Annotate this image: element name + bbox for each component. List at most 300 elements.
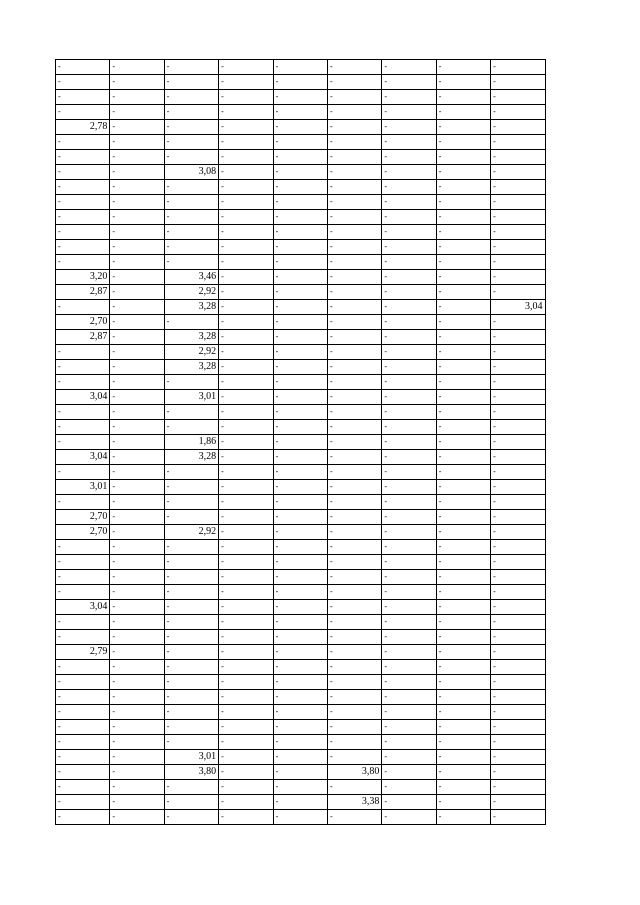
table-row bbox=[56, 345, 546, 360]
table-cell: - bbox=[56, 180, 110, 195]
table-cell: - bbox=[110, 165, 164, 180]
table-cell: - bbox=[219, 735, 273, 750]
table-cell: - bbox=[164, 615, 218, 630]
table-cell: - bbox=[219, 150, 273, 165]
table-cell: - bbox=[491, 375, 545, 390]
table-cell: 2,87 bbox=[56, 285, 110, 300]
table-cell: - bbox=[273, 240, 327, 255]
table-cell: - bbox=[382, 225, 436, 240]
table-cell: - bbox=[110, 330, 164, 345]
table-cell: 3,20 bbox=[56, 270, 110, 285]
table-cell: - bbox=[491, 615, 545, 630]
table-cell: - bbox=[219, 585, 273, 600]
table-row bbox=[56, 450, 546, 465]
table-cell: - bbox=[56, 255, 110, 270]
table-cell: - bbox=[56, 810, 110, 825]
table-cell: - bbox=[273, 510, 327, 525]
table-cell: - bbox=[382, 195, 436, 210]
table-cell: - bbox=[273, 90, 327, 105]
table-cell: - bbox=[273, 150, 327, 165]
table-cell: - bbox=[56, 90, 110, 105]
table-cell: - bbox=[382, 135, 436, 150]
table-cell: - bbox=[382, 495, 436, 510]
table-row bbox=[56, 120, 546, 135]
table-cell: - bbox=[219, 675, 273, 690]
table-row bbox=[56, 90, 546, 105]
table-cell: - bbox=[491, 690, 545, 705]
table-cell: - bbox=[327, 675, 381, 690]
table-cell: - bbox=[110, 495, 164, 510]
table-cell: - bbox=[56, 720, 110, 735]
table-cell: - bbox=[382, 615, 436, 630]
table-cell: - bbox=[164, 600, 218, 615]
table-cell: - bbox=[491, 315, 545, 330]
table-cell: - bbox=[273, 180, 327, 195]
table-cell: - bbox=[382, 150, 436, 165]
table-cell: - bbox=[382, 705, 436, 720]
table-cell: - bbox=[56, 555, 110, 570]
table-row bbox=[56, 645, 546, 660]
table-cell: - bbox=[273, 810, 327, 825]
table-cell: - bbox=[219, 300, 273, 315]
table-cell: - bbox=[436, 585, 490, 600]
table-cell: - bbox=[436, 435, 490, 450]
table-cell: - bbox=[491, 525, 545, 540]
table-cell: - bbox=[491, 405, 545, 420]
table-cell: - bbox=[110, 465, 164, 480]
table-cell: - bbox=[110, 720, 164, 735]
table-cell: - bbox=[273, 270, 327, 285]
table-cell: - bbox=[219, 630, 273, 645]
table-cell: - bbox=[273, 135, 327, 150]
table-cell: - bbox=[219, 420, 273, 435]
table-cell: - bbox=[382, 765, 436, 780]
table-cell: - bbox=[110, 405, 164, 420]
table-cell: - bbox=[110, 675, 164, 690]
table-cell: - bbox=[327, 735, 381, 750]
table-cell: - bbox=[56, 750, 110, 765]
table-row bbox=[56, 195, 546, 210]
table-cell: 2,78 bbox=[56, 120, 110, 135]
table-cell: - bbox=[436, 495, 490, 510]
table-cell: 3,28 bbox=[164, 360, 218, 375]
table-cell: - bbox=[382, 420, 436, 435]
table-cell: - bbox=[273, 585, 327, 600]
table-cell: - bbox=[327, 600, 381, 615]
table-cell: - bbox=[56, 585, 110, 600]
table-cell: - bbox=[56, 795, 110, 810]
table-cell: - bbox=[56, 375, 110, 390]
table-cell: - bbox=[164, 150, 218, 165]
table-row bbox=[56, 675, 546, 690]
table-cell: - bbox=[273, 330, 327, 345]
table-cell: - bbox=[110, 570, 164, 585]
table-cell: - bbox=[110, 75, 164, 90]
table-cell: - bbox=[382, 105, 436, 120]
table-cell: - bbox=[164, 705, 218, 720]
table-cell: - bbox=[436, 255, 490, 270]
table-cell: - bbox=[436, 780, 490, 795]
table-cell: 3,04 bbox=[56, 600, 110, 615]
table-cell: - bbox=[382, 75, 436, 90]
table-cell: - bbox=[273, 690, 327, 705]
table-cell: - bbox=[491, 210, 545, 225]
table-cell: - bbox=[327, 195, 381, 210]
table-cell: - bbox=[110, 600, 164, 615]
table-cell: - bbox=[436, 375, 490, 390]
table-cell: - bbox=[219, 270, 273, 285]
table-row bbox=[56, 750, 546, 765]
table-cell: - bbox=[164, 135, 218, 150]
table-cell: - bbox=[327, 555, 381, 570]
table-cell: - bbox=[491, 390, 545, 405]
table-cell: - bbox=[164, 240, 218, 255]
table-cell: - bbox=[273, 300, 327, 315]
table-cell: - bbox=[382, 270, 436, 285]
table-cell: - bbox=[273, 405, 327, 420]
table-cell: - bbox=[491, 105, 545, 120]
table-cell: - bbox=[327, 300, 381, 315]
table-cell: - bbox=[436, 390, 490, 405]
table-cell: - bbox=[164, 210, 218, 225]
table-cell: - bbox=[110, 795, 164, 810]
table-cell: - bbox=[382, 540, 436, 555]
table-row bbox=[56, 435, 546, 450]
table-cell: - bbox=[436, 270, 490, 285]
table-cell: - bbox=[327, 810, 381, 825]
table-cell: - bbox=[382, 750, 436, 765]
table-cell: 2,87 bbox=[56, 330, 110, 345]
table-cell: - bbox=[327, 330, 381, 345]
table-cell: - bbox=[273, 225, 327, 240]
table-row bbox=[56, 75, 546, 90]
table-cell: - bbox=[436, 690, 490, 705]
table-cell: - bbox=[491, 255, 545, 270]
table-cell: - bbox=[491, 810, 545, 825]
table-cell: - bbox=[382, 585, 436, 600]
table-cell: - bbox=[219, 255, 273, 270]
table-cell: - bbox=[436, 195, 490, 210]
table-cell: 2,92 bbox=[164, 525, 218, 540]
table-cell: - bbox=[110, 315, 164, 330]
table-cell: - bbox=[436, 600, 490, 615]
table-cell: - bbox=[273, 60, 327, 75]
table-cell: - bbox=[327, 615, 381, 630]
table-cell: - bbox=[273, 360, 327, 375]
table-row bbox=[56, 60, 546, 75]
table-cell: - bbox=[164, 780, 218, 795]
table-cell: - bbox=[382, 405, 436, 420]
table-cell: - bbox=[491, 555, 545, 570]
table-cell: - bbox=[164, 495, 218, 510]
table-cell: - bbox=[56, 675, 110, 690]
table-row bbox=[56, 540, 546, 555]
table-cell: - bbox=[219, 795, 273, 810]
table-cell: - bbox=[164, 555, 218, 570]
table-cell: - bbox=[491, 195, 545, 210]
table-cell: - bbox=[491, 165, 545, 180]
table-cell: - bbox=[436, 795, 490, 810]
table-cell: - bbox=[327, 210, 381, 225]
table-cell: - bbox=[219, 135, 273, 150]
table-cell: - bbox=[382, 390, 436, 405]
table-cell: - bbox=[491, 795, 545, 810]
table-cell: - bbox=[56, 165, 110, 180]
table-cell: - bbox=[110, 105, 164, 120]
table-cell: - bbox=[327, 360, 381, 375]
table-cell: - bbox=[110, 240, 164, 255]
table-cell: - bbox=[327, 720, 381, 735]
table-cell: - bbox=[110, 705, 164, 720]
table-cell: - bbox=[110, 300, 164, 315]
table-cell: - bbox=[436, 150, 490, 165]
table-row bbox=[56, 780, 546, 795]
table-cell: - bbox=[219, 465, 273, 480]
table-row bbox=[56, 330, 546, 345]
table-cell: - bbox=[436, 135, 490, 150]
table-cell: - bbox=[56, 705, 110, 720]
table-cell: - bbox=[436, 510, 490, 525]
table-cell: - bbox=[110, 375, 164, 390]
table-cell: 2,92 bbox=[164, 285, 218, 300]
table-row bbox=[56, 555, 546, 570]
table-row bbox=[56, 390, 546, 405]
table-cell: - bbox=[219, 615, 273, 630]
table-cell: - bbox=[436, 345, 490, 360]
table-cell: - bbox=[219, 645, 273, 660]
table-cell: - bbox=[219, 810, 273, 825]
table-row bbox=[56, 810, 546, 825]
table-cell: - bbox=[327, 315, 381, 330]
table-cell: - bbox=[219, 720, 273, 735]
table-cell: - bbox=[436, 210, 490, 225]
table-cell: 1,86 bbox=[164, 435, 218, 450]
table-cell: - bbox=[110, 780, 164, 795]
table-cell: - bbox=[56, 345, 110, 360]
table-cell: - bbox=[436, 300, 490, 315]
table-cell: - bbox=[219, 690, 273, 705]
table-row bbox=[56, 375, 546, 390]
table-row bbox=[56, 315, 546, 330]
table-cell: - bbox=[273, 570, 327, 585]
table-cell: - bbox=[491, 285, 545, 300]
table-cell: - bbox=[327, 465, 381, 480]
table-cell: - bbox=[164, 645, 218, 660]
table-cell: - bbox=[327, 510, 381, 525]
table-cell: - bbox=[382, 555, 436, 570]
table-cell: - bbox=[219, 210, 273, 225]
table-cell: - bbox=[436, 735, 490, 750]
table-cell: - bbox=[436, 765, 490, 780]
table-row bbox=[56, 240, 546, 255]
table-cell: - bbox=[56, 405, 110, 420]
table-cell: - bbox=[491, 330, 545, 345]
table-cell: - bbox=[110, 180, 164, 195]
table-cell: - bbox=[273, 495, 327, 510]
table-cell: - bbox=[56, 105, 110, 120]
table-cell: - bbox=[327, 255, 381, 270]
table-cell: - bbox=[491, 675, 545, 690]
table-cell: - bbox=[219, 285, 273, 300]
table-cell: - bbox=[56, 135, 110, 150]
table-cell: - bbox=[219, 705, 273, 720]
table-cell: - bbox=[110, 585, 164, 600]
table-cell: - bbox=[436, 75, 490, 90]
table-cell: - bbox=[491, 585, 545, 600]
table-cell: - bbox=[382, 255, 436, 270]
table-cell: - bbox=[327, 270, 381, 285]
table-cell: - bbox=[491, 75, 545, 90]
table-cell: - bbox=[436, 165, 490, 180]
table-cell: - bbox=[56, 765, 110, 780]
table-cell: - bbox=[219, 330, 273, 345]
table-row bbox=[56, 585, 546, 600]
table-row bbox=[56, 705, 546, 720]
table-row bbox=[56, 405, 546, 420]
table-cell: - bbox=[327, 405, 381, 420]
table-cell: 2,70 bbox=[56, 510, 110, 525]
table-row bbox=[56, 735, 546, 750]
table-cell: - bbox=[273, 630, 327, 645]
table-cell: - bbox=[436, 615, 490, 630]
table-cell: - bbox=[164, 690, 218, 705]
table-cell: - bbox=[327, 435, 381, 450]
table-cell: - bbox=[436, 480, 490, 495]
table-cell: - bbox=[219, 225, 273, 240]
table-cell: - bbox=[491, 735, 545, 750]
table-cell: - bbox=[436, 540, 490, 555]
table-cell: - bbox=[219, 75, 273, 90]
table-cell: - bbox=[491, 540, 545, 555]
table-cell: - bbox=[219, 195, 273, 210]
table-cell: - bbox=[56, 780, 110, 795]
data-table bbox=[55, 59, 546, 825]
table-cell: - bbox=[491, 765, 545, 780]
table-cell: - bbox=[164, 510, 218, 525]
table-cell: - bbox=[382, 330, 436, 345]
table-cell: - bbox=[110, 630, 164, 645]
table-cell: - bbox=[273, 450, 327, 465]
table-cell: - bbox=[491, 780, 545, 795]
table-cell: - bbox=[110, 195, 164, 210]
table-cell: - bbox=[219, 345, 273, 360]
table-cell: - bbox=[491, 630, 545, 645]
table-cell: - bbox=[327, 630, 381, 645]
table-cell: - bbox=[110, 255, 164, 270]
table-cell: - bbox=[382, 210, 436, 225]
table-cell: - bbox=[273, 75, 327, 90]
table-row bbox=[56, 135, 546, 150]
table-cell: - bbox=[110, 285, 164, 300]
table-cell: - bbox=[327, 750, 381, 765]
table-cell: - bbox=[110, 210, 164, 225]
table-cell: - bbox=[219, 570, 273, 585]
table-cell: - bbox=[56, 435, 110, 450]
table-cell: - bbox=[382, 375, 436, 390]
table-cell: - bbox=[56, 300, 110, 315]
table-cell: 3,46 bbox=[164, 270, 218, 285]
table-cell: - bbox=[273, 420, 327, 435]
table-row bbox=[56, 420, 546, 435]
table-cell: - bbox=[273, 720, 327, 735]
table-cell: - bbox=[56, 690, 110, 705]
table-cell: - bbox=[219, 315, 273, 330]
table-cell: - bbox=[382, 570, 436, 585]
table-cell: - bbox=[219, 105, 273, 120]
table-cell: - bbox=[382, 525, 436, 540]
table-cell: - bbox=[436, 750, 490, 765]
table-cell: - bbox=[273, 255, 327, 270]
table-cell: - bbox=[491, 225, 545, 240]
table-cell: - bbox=[110, 615, 164, 630]
table-cell: - bbox=[219, 510, 273, 525]
table-cell: - bbox=[436, 810, 490, 825]
table-cell: - bbox=[327, 390, 381, 405]
table-cell: - bbox=[164, 105, 218, 120]
table-cell: - bbox=[273, 615, 327, 630]
table-cell: - bbox=[164, 570, 218, 585]
table-cell: - bbox=[436, 645, 490, 660]
table-cell: - bbox=[491, 420, 545, 435]
table-cell: - bbox=[219, 360, 273, 375]
table-cell: - bbox=[273, 735, 327, 750]
table-cell: 3,28 bbox=[164, 330, 218, 345]
table-cell: - bbox=[436, 330, 490, 345]
table-cell: - bbox=[491, 180, 545, 195]
table-cell: - bbox=[273, 705, 327, 720]
table-cell: - bbox=[56, 360, 110, 375]
table-cell: - bbox=[327, 375, 381, 390]
table-cell: - bbox=[491, 90, 545, 105]
table-cell: - bbox=[491, 60, 545, 75]
table-cell: - bbox=[327, 780, 381, 795]
table-cell: - bbox=[273, 660, 327, 675]
table-cell: - bbox=[436, 420, 490, 435]
table-row bbox=[56, 360, 546, 375]
table-cell: - bbox=[491, 750, 545, 765]
table-cell: - bbox=[273, 555, 327, 570]
table-cell: - bbox=[382, 300, 436, 315]
table-cell: - bbox=[164, 540, 218, 555]
table-cell: - bbox=[56, 225, 110, 240]
table-cell: - bbox=[327, 60, 381, 75]
table-cell: - bbox=[327, 165, 381, 180]
table-cell: - bbox=[491, 705, 545, 720]
table-cell: - bbox=[436, 555, 490, 570]
table-cell: - bbox=[56, 660, 110, 675]
table-cell: - bbox=[491, 720, 545, 735]
table-row bbox=[56, 510, 546, 525]
table-cell: - bbox=[164, 60, 218, 75]
table-row bbox=[56, 690, 546, 705]
table-cell: - bbox=[110, 450, 164, 465]
table-cell: - bbox=[491, 270, 545, 285]
table-cell: - bbox=[436, 450, 490, 465]
table-cell: - bbox=[273, 750, 327, 765]
table-cell: - bbox=[110, 645, 164, 660]
table-cell: 3,80 bbox=[164, 765, 218, 780]
table-cell: - bbox=[436, 525, 490, 540]
table-cell: - bbox=[219, 405, 273, 420]
table-cell: - bbox=[436, 465, 490, 480]
table-cell: - bbox=[327, 240, 381, 255]
table-cell: - bbox=[164, 675, 218, 690]
table-cell: - bbox=[327, 345, 381, 360]
table-cell: - bbox=[436, 660, 490, 675]
table-cell: - bbox=[110, 540, 164, 555]
table-cell: - bbox=[56, 570, 110, 585]
table-cell: - bbox=[491, 345, 545, 360]
